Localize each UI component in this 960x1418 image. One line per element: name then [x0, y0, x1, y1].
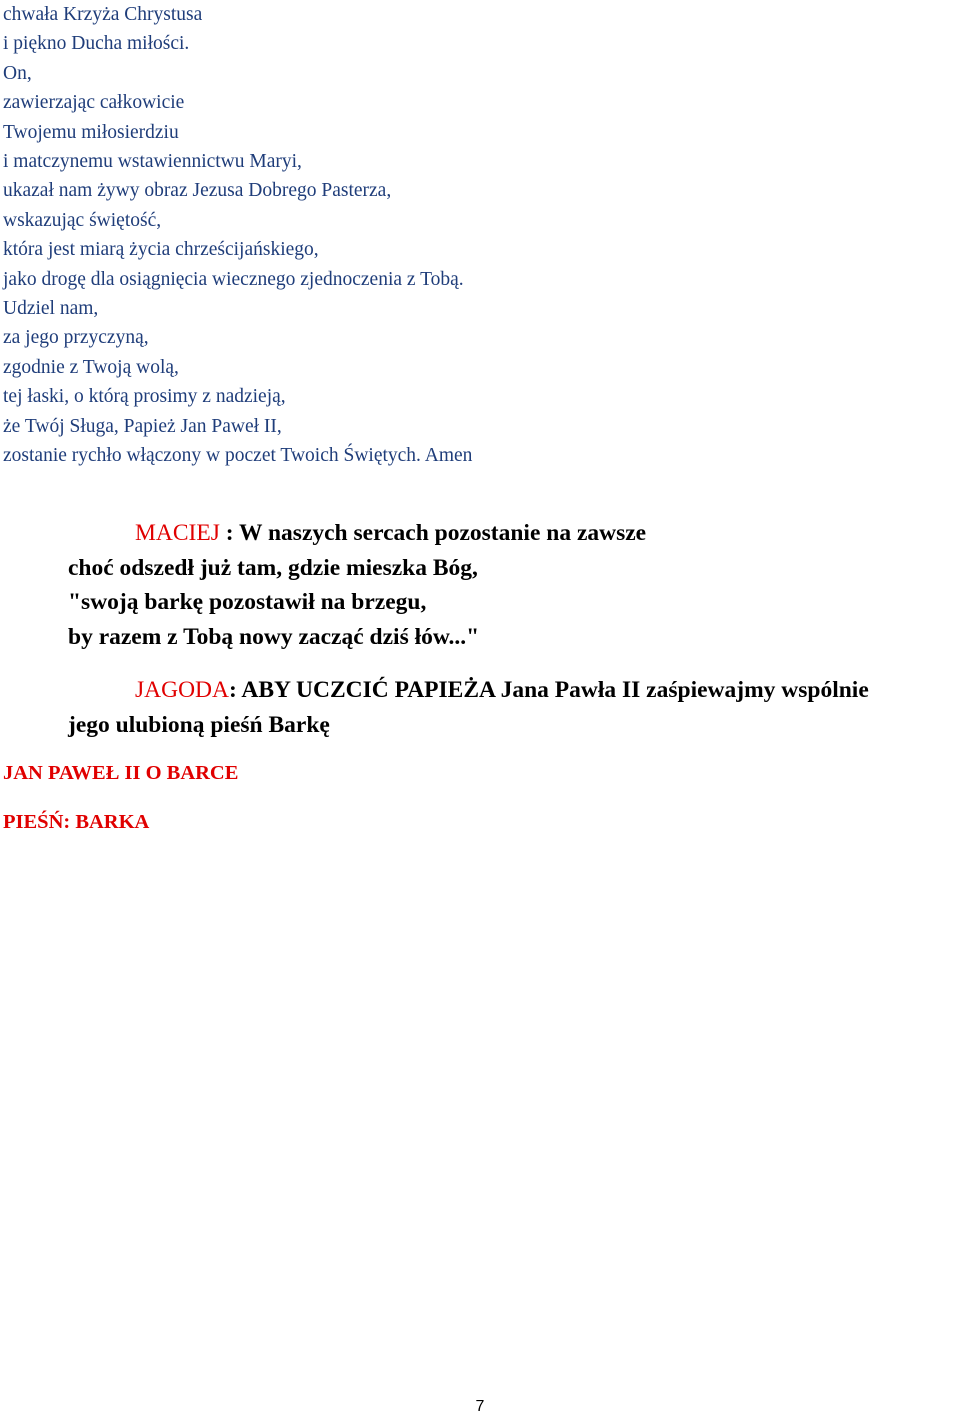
- dialog-jagoda: [68, 673, 869, 742]
- prayer-line: zawierzając całkowicie: [3, 92, 185, 114]
- prayer-line: On,: [3, 62, 32, 84]
- page-number: 7: [475, 1398, 485, 1415]
- prayer-text: [3, 0, 472, 471]
- prayer-line: i piękno Ducha miłości.: [3, 33, 190, 55]
- prayer-line: wskazując świętość,: [3, 209, 162, 231]
- dialog-text: : W naszych sercach pozostanie na zawsze: [219, 520, 647, 546]
- prayer-line: że Twój Sługa, Papież Jan Paweł II,: [3, 415, 282, 437]
- dialog-first-line: [68, 673, 869, 708]
- prayer-line: ukazał nam żywy obraz Jezusa Dobrego Pasterza,: [3, 180, 392, 202]
- dialog-line: choć odszedł już tam, gdzie mieszka Bóg,: [68, 554, 478, 581]
- prayer-line: zostanie rychło włączony w poczet Twoich Świętych. Amen: [3, 445, 473, 467]
- prayer-line: Udziel nam,: [3, 298, 99, 320]
- prayer-line: tej łaski, o którą prosimy z nadzieją,: [3, 386, 286, 408]
- dialog-line: jego ulubioną pieśń Barkę: [68, 711, 330, 738]
- dialog-line: "swoją barkę pozostawił na brzegu,: [68, 589, 427, 615]
- prayer-line: Twojemu miłosierdziu: [3, 121, 179, 143]
- section-heading: JAN PAWEŁ II O BARCE: [3, 762, 239, 784]
- prayer-line: za jego przyczyną,: [3, 327, 149, 349]
- dialog-text: : ABY UCZCIĆ PAPIEŻA Jana Pawła II zaśpiewajmy wspólnie: [229, 677, 869, 703]
- prayer-line: zgodnie z Twoją wolą,: [3, 356, 179, 378]
- prayer-line: która jest miarą życia chrześcijańskiego,: [3, 239, 319, 261]
- dialog-line: by razem z Tobą nowy zacząć dziś łów...": [68, 623, 480, 650]
- prayer-line: i matczynemu wstawiennictwu Maryi,: [3, 151, 302, 173]
- dialog-first-line: [68, 516, 646, 551]
- prayer-line: jako drogę dla osiągnięcia wiecznego zjednoczenia z Tobą.: [3, 268, 464, 290]
- dialog-maciej: [68, 516, 646, 654]
- section-heading: PIEŚŃ: BARKA: [3, 811, 150, 833]
- speaker-name: MACIEJ: [135, 520, 220, 546]
- speaker-name: JAGODA: [135, 677, 229, 703]
- prayer-line: chwała Krzyża Chrystusa: [3, 4, 203, 25]
